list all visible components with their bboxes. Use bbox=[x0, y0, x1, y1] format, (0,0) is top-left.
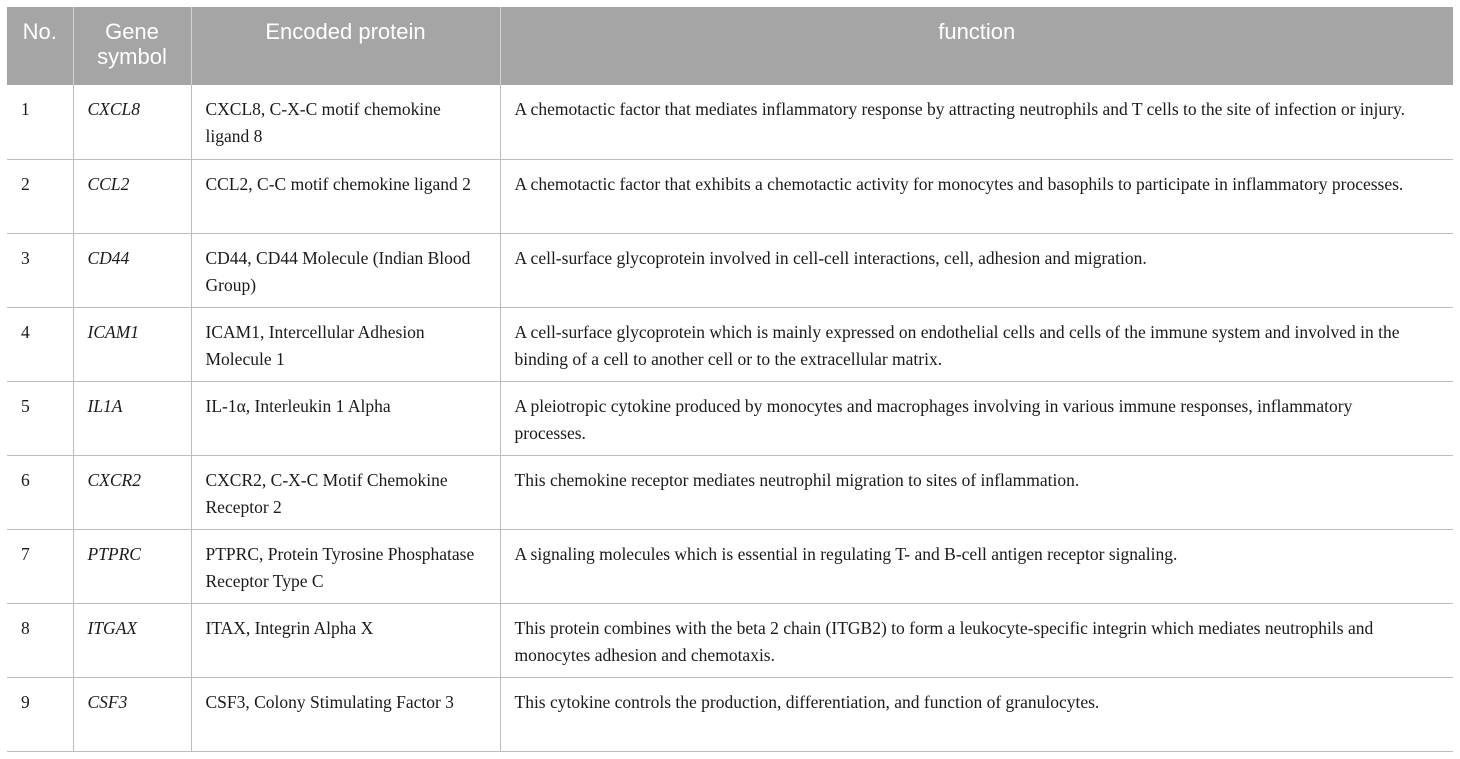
table-body bbox=[7, 85, 1453, 751]
cell-function: A signaling molecules which is essential in regulating T- and B-cell antigen receptor signaling. bbox=[500, 529, 1453, 603]
cell-encoded-protein: ICAM1, Intercellular Adhesion Molecule 1 bbox=[191, 307, 500, 381]
cell-function: A chemotactic factor that exhibits a chemotactic activity for monocytes and basophils to participate in inflammatory processes. bbox=[500, 159, 1453, 233]
cell-gene-symbol: CXCL8 bbox=[73, 85, 191, 159]
cell-encoded-protein: PTPRC, Protein Tyrosine Phosphatase Receptor Type C bbox=[191, 529, 500, 603]
cell-gene-symbol: PTPRC bbox=[73, 529, 191, 603]
cell-encoded-protein: IL-1α, Interleukin 1 Alpha bbox=[191, 381, 500, 455]
cell-function: A chemotactic factor that mediates inflammatory response by attracting neutrophils and T cells to the site of infection or injury. bbox=[500, 85, 1453, 159]
gene-table bbox=[7, 7, 1453, 752]
table-row bbox=[7, 85, 1453, 159]
cell-encoded-protein: CSF3, Colony Stimulating Factor 3 bbox=[191, 677, 500, 751]
cell-gene-symbol: CSF3 bbox=[73, 677, 191, 751]
cell-function: This chemokine receptor mediates neutrophil migration to sites of inflammation. bbox=[500, 455, 1453, 529]
cell-function: A cell-surface glycoprotein involved in cell-cell interactions, cell, adhesion and migration. bbox=[500, 233, 1453, 307]
cell-gene-symbol: ITGAX bbox=[73, 603, 191, 677]
cell-no: 9 bbox=[21, 691, 30, 712]
cell-no: 6 bbox=[21, 469, 30, 490]
cell-no: 7 bbox=[21, 543, 30, 564]
cell-gene-symbol: ICAM1 bbox=[73, 307, 191, 381]
cell-function: This protein combines with the beta 2 chain (ITGB2) to form a leukocyte-specific integrin which mediates neutrophils and monocytes adhesion and chemotaxis. bbox=[500, 603, 1453, 677]
table-row bbox=[7, 307, 1453, 381]
cell-encoded-protein: ITAX, Integrin Alpha X bbox=[191, 603, 500, 677]
table-row bbox=[7, 677, 1453, 751]
header-no: No. bbox=[22, 19, 57, 44]
cell-encoded-protein: CXCR2, C-X-C Motif Chemokine Receptor 2 bbox=[191, 455, 500, 529]
cell-gene-symbol: IL1A bbox=[73, 381, 191, 455]
header-function: function bbox=[500, 7, 1453, 85]
cell-encoded-protein: CCL2, C-C motif chemokine ligand 2 bbox=[191, 159, 500, 233]
cell-no: 1 bbox=[21, 99, 30, 119]
table-row bbox=[7, 233, 1453, 307]
table-row bbox=[7, 455, 1453, 529]
table-header bbox=[7, 7, 1453, 85]
table-row bbox=[7, 381, 1453, 455]
cell-encoded-protein: CXCL8, C-X-C motif chemokine ligand 8 bbox=[191, 85, 500, 159]
cell-no: 5 bbox=[21, 395, 30, 416]
header-row bbox=[7, 7, 1453, 85]
table-row bbox=[7, 529, 1453, 603]
cell-no: 8 bbox=[21, 617, 30, 638]
cell-function: A cell-surface glycoprotein which is mainly expressed on endothelial cells and cells of the immune system and involved in the binding of a cell to another cell or to the extracellular matrix. bbox=[500, 307, 1453, 381]
header-gene-symbol: Gene symbol bbox=[73, 7, 191, 85]
cell-gene-symbol: CD44 bbox=[73, 233, 191, 307]
cell-no: 3 bbox=[21, 247, 30, 268]
cell-encoded-protein: CD44, CD44 Molecule (Indian Blood Group) bbox=[191, 233, 500, 307]
header-encoded-protein: Encoded protein bbox=[191, 7, 500, 85]
table-row bbox=[7, 159, 1453, 233]
cell-function: A pleiotropic cytokine produced by monocytes and macrophages involving in various immune responses, inflammatory processes. bbox=[500, 381, 1453, 455]
cell-gene-symbol: CCL2 bbox=[73, 159, 191, 233]
cell-no: 4 bbox=[21, 321, 30, 342]
cell-gene-symbol: CXCR2 bbox=[73, 455, 191, 529]
cell-function: This cytokine controls the production, differentiation, and function of granulocytes. bbox=[500, 677, 1453, 751]
table-row bbox=[7, 603, 1453, 677]
cell-no: 2 bbox=[21, 173, 30, 194]
